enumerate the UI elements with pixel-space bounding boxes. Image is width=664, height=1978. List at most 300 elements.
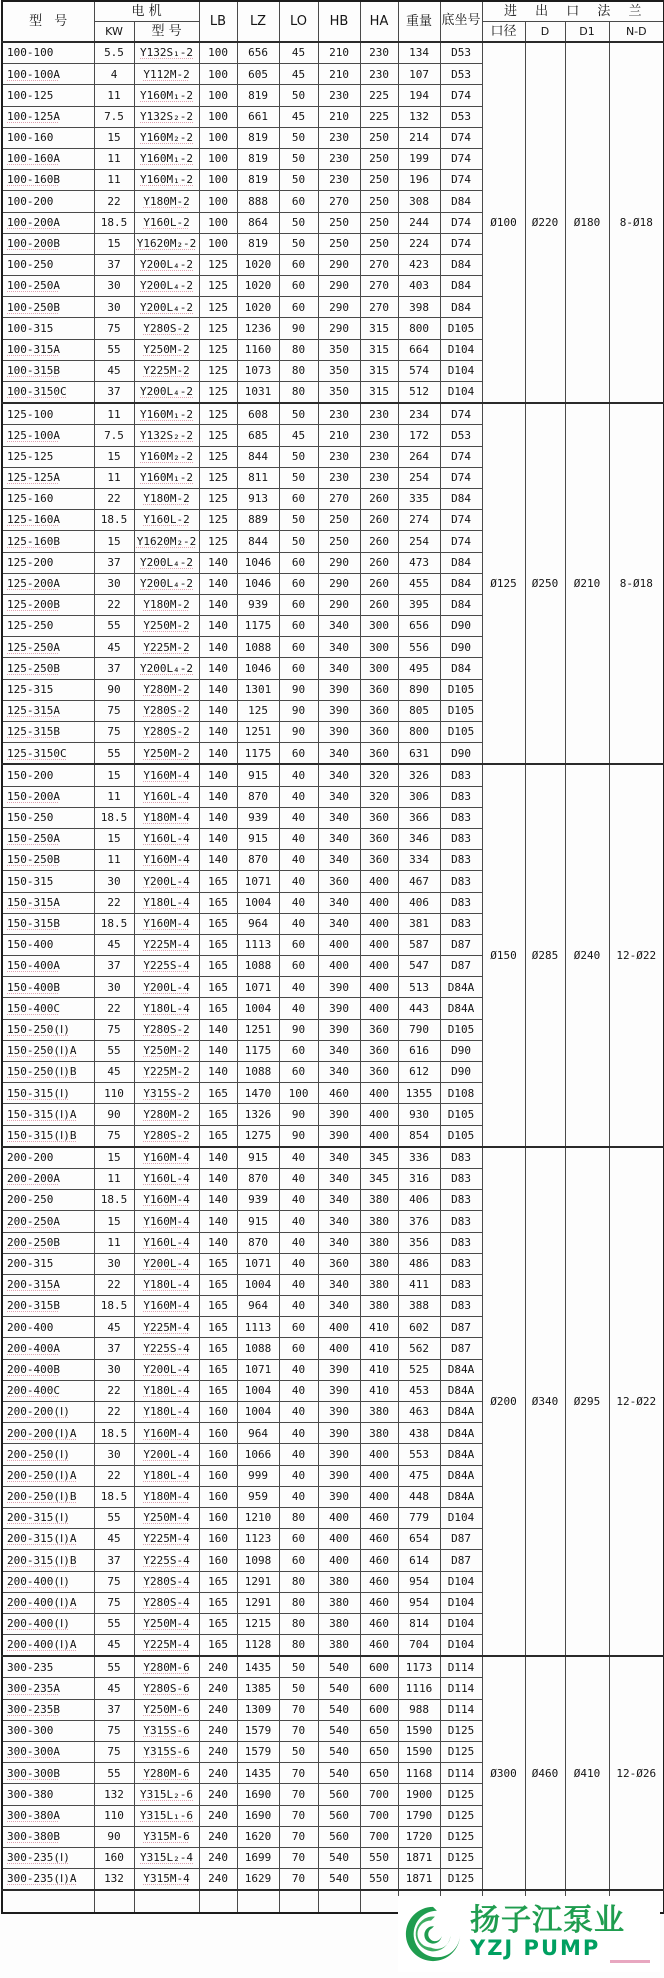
cell-lz: 844 — [237, 446, 279, 467]
cell-weight: 656 — [398, 616, 440, 637]
cell-kw: 132 — [94, 1869, 134, 1891]
cell-weight: 988 — [398, 1699, 440, 1720]
cell-weight: 395 — [398, 594, 440, 615]
cell-ha: 260 — [360, 573, 398, 594]
cell-lb: 165 — [199, 1613, 237, 1634]
cell-kw: 55 — [94, 1763, 134, 1784]
cell-hb: 540 — [318, 1869, 360, 1891]
cell-lb: 140 — [199, 573, 237, 594]
cell-hb: 340 — [318, 850, 360, 871]
cell-model: 100-250 — [2, 254, 94, 275]
cell-model: 150-400A — [2, 956, 94, 977]
cell-model: 100-160A — [2, 148, 94, 169]
cell-ha: 300 — [360, 637, 398, 658]
cell-motor-model: Y315S-6 — [134, 1720, 199, 1741]
cell-lb: 165 — [199, 892, 237, 913]
cell-motor-model: Y250M-6 — [134, 1699, 199, 1720]
cell-lo: 80 — [279, 1507, 318, 1528]
cell-model: 200-400B — [2, 1359, 94, 1380]
cell-hb: 290 — [318, 276, 360, 297]
cell-weight: 334 — [398, 850, 440, 871]
cell-lo: 70 — [279, 1805, 318, 1826]
cell-motor-model: Y160M₁-2 — [134, 403, 199, 425]
cell-kw: 22 — [94, 892, 134, 913]
cell-kw: 37 — [94, 1338, 134, 1359]
cell-model: 100-125A — [2, 106, 94, 127]
cell-lo: 40 — [279, 1402, 318, 1423]
cell-lo: 60 — [279, 1529, 318, 1550]
cell-model: 100-200 — [2, 191, 94, 212]
cell-base-no: D105 — [440, 318, 482, 339]
cell-motor-model: Y250M-4 — [134, 1507, 199, 1528]
cell-motor-model: Y180L-4 — [134, 1465, 199, 1486]
cell-lo: 60 — [279, 1040, 318, 1061]
cell-lb: 240 — [199, 1656, 237, 1678]
cell-ha: 400 — [360, 998, 398, 1019]
cell-lo: 40 — [279, 764, 318, 786]
flange-nd: 12-Ø22 — [609, 1147, 664, 1657]
cell-hb: 560 — [318, 1784, 360, 1805]
cell-base-no: D74 — [440, 127, 482, 148]
cell-weight: 388 — [398, 1296, 440, 1317]
cell-kw: 15 — [94, 127, 134, 148]
cell-kw: 110 — [94, 1805, 134, 1826]
cell-model: 125-200B — [2, 594, 94, 615]
empty-cell — [94, 1890, 134, 1912]
cell-kw: 75 — [94, 1125, 134, 1147]
cell-hb: 340 — [318, 828, 360, 849]
cell-model: 150-400B — [2, 977, 94, 998]
cell-hb: 400 — [318, 934, 360, 955]
cell-lz: 1385 — [237, 1678, 279, 1699]
table-header — [2, 1, 664, 42]
cell-base-no: D53 — [440, 425, 482, 446]
cell-hb: 400 — [318, 1550, 360, 1571]
cell-base-no: D84 — [440, 254, 482, 275]
yzj-pump-logo — [398, 1896, 660, 1972]
cell-motor-model: Y225M-2 — [134, 360, 199, 381]
cell-weight: 612 — [398, 1062, 440, 1083]
cell-lb: 140 — [199, 786, 237, 807]
cell-hb: 290 — [318, 552, 360, 573]
cell-lb: 100 — [199, 64, 237, 85]
empty-cell — [318, 1890, 360, 1912]
cell-kw: 18.5 — [94, 1423, 134, 1444]
cell-ha: 380 — [360, 1274, 398, 1295]
cell-weight: 438 — [398, 1423, 440, 1444]
cell-kw: 55 — [94, 616, 134, 637]
cell-lo: 50 — [279, 510, 318, 531]
cell-lz: 1073 — [237, 360, 279, 381]
cell-ha: 410 — [360, 1338, 398, 1359]
header-motor: 电 机 — [94, 1, 199, 22]
cell-base-no: D83 — [440, 1190, 482, 1211]
cell-lo: 50 — [279, 446, 318, 467]
cell-motor-model: Y160L-2 — [134, 510, 199, 531]
cell-base-no: D74 — [440, 148, 482, 169]
cell-kw: 7.5 — [94, 425, 134, 446]
cell-lo: 40 — [279, 892, 318, 913]
cell-kw: 30 — [94, 1359, 134, 1380]
flange-d: Ø285 — [525, 764, 565, 1146]
cell-lo: 80 — [279, 382, 318, 404]
cell-lz: 1236 — [237, 318, 279, 339]
cell-model: 125-100A — [2, 425, 94, 446]
cell-lo: 80 — [279, 1592, 318, 1613]
cell-lz: 964 — [237, 1296, 279, 1317]
cell-motor-model: Y280S-4 — [134, 1571, 199, 1592]
cell-lo: 80 — [279, 360, 318, 381]
cell-ha: 380 — [360, 1296, 398, 1317]
cell-model: 100-3150C — [2, 382, 94, 404]
cell-weight: 475 — [398, 1465, 440, 1486]
cell-lo: 40 — [279, 1380, 318, 1401]
cell-motor-model: Y225M-4 — [134, 1317, 199, 1338]
cell-hb: 230 — [318, 85, 360, 106]
cell-kw: 55 — [94, 1507, 134, 1528]
cell-weight: 308 — [398, 191, 440, 212]
cell-weight: 602 — [398, 1317, 440, 1338]
cell-weight: 264 — [398, 446, 440, 467]
cell-lo: 40 — [279, 913, 318, 934]
cell-motor-model: Y225M-4 — [134, 934, 199, 955]
cell-ha: 360 — [360, 1062, 398, 1083]
header-hb: HB — [318, 1, 360, 42]
cell-hb: 340 — [318, 1168, 360, 1189]
cell-base-no: D74 — [440, 510, 482, 531]
cell-base-no: D114 — [440, 1656, 482, 1678]
cell-kw: 90 — [94, 1104, 134, 1125]
cell-model: 100-125 — [2, 85, 94, 106]
cell-lo: 60 — [279, 276, 318, 297]
cell-lb: 165 — [199, 1104, 237, 1125]
cell-lo: 90 — [279, 679, 318, 700]
cell-base-no: D84 — [440, 297, 482, 318]
logo-underline — [610, 1960, 650, 1963]
cell-lz: 1113 — [237, 1317, 279, 1338]
cell-lz: 1470 — [237, 1083, 279, 1104]
cell-base-no: D87 — [440, 1529, 482, 1550]
cell-model: 200-400C — [2, 1380, 94, 1401]
cell-base-no: D74 — [440, 85, 482, 106]
cell-lo: 90 — [279, 1125, 318, 1147]
cell-ha: 250 — [360, 170, 398, 191]
cell-model: 125-250 — [2, 616, 94, 637]
cell-lo: 40 — [279, 1211, 318, 1232]
cell-ha: 225 — [360, 106, 398, 127]
cell-hb: 400 — [318, 1507, 360, 1528]
cell-lz: 999 — [237, 1465, 279, 1486]
cell-lz: 1046 — [237, 573, 279, 594]
cell-lo: 50 — [279, 403, 318, 425]
cell-base-no: D104 — [440, 360, 482, 381]
flange-d: Ø220 — [525, 42, 565, 403]
cell-lb: 140 — [199, 1019, 237, 1040]
cell-lz: 1699 — [237, 1847, 279, 1868]
cell-lb: 125 — [199, 425, 237, 446]
flange-d1: Ø240 — [565, 764, 609, 1146]
cell-lz: 1088 — [237, 637, 279, 658]
cell-weight: 1900 — [398, 1784, 440, 1805]
flange-d: Ø340 — [525, 1147, 565, 1657]
cell-base-no: D84A — [440, 1380, 482, 1401]
cell-model: 300-235B — [2, 1699, 94, 1720]
cell-weight: 556 — [398, 637, 440, 658]
cell-base-no: D87 — [440, 934, 482, 955]
cell-weight: 234 — [398, 403, 440, 425]
cell-lb: 125 — [199, 510, 237, 531]
cell-weight: 172 — [398, 425, 440, 446]
cell-weight: 376 — [398, 1211, 440, 1232]
cell-base-no: D125 — [440, 1720, 482, 1741]
cell-ha: 225 — [360, 85, 398, 106]
cell-lb: 140 — [199, 1062, 237, 1083]
cell-model: 150-315 — [2, 871, 94, 892]
cell-hb: 340 — [318, 1296, 360, 1317]
cell-hb: 340 — [318, 892, 360, 913]
cell-hb: 340 — [318, 1211, 360, 1232]
cell-lo: 70 — [279, 1699, 318, 1720]
cell-base-no: D114 — [440, 1763, 482, 1784]
cell-lb: 160 — [199, 1507, 237, 1528]
cell-lb: 125 — [199, 297, 237, 318]
cell-hb: 290 — [318, 318, 360, 339]
logo-english-name: YZJ PUMP — [470, 1935, 601, 1960]
cell-model: 200-315 — [2, 1253, 94, 1274]
cell-lz: 1579 — [237, 1720, 279, 1741]
cell-motor-model: Y280M-2 — [134, 1104, 199, 1125]
cell-ha: 460 — [360, 1550, 398, 1571]
cell-model: 100-315A — [2, 339, 94, 360]
flange-bore: Ø150 — [482, 764, 525, 1146]
cell-hb: 230 — [318, 467, 360, 488]
cell-lo: 80 — [279, 1613, 318, 1634]
cell-lb: 165 — [199, 977, 237, 998]
cell-lz: 888 — [237, 191, 279, 212]
cell-motor-model: Y315S-2 — [134, 1083, 199, 1104]
cell-lb: 160 — [199, 1444, 237, 1465]
cell-base-no: D84 — [440, 594, 482, 615]
cell-hb: 390 — [318, 1402, 360, 1423]
cell-kw: 75 — [94, 1019, 134, 1040]
cell-kw: 45 — [94, 1529, 134, 1550]
cell-model: 125-315 — [2, 679, 94, 700]
cell-lo: 40 — [279, 1147, 318, 1169]
cell-motor-model: Y180M-4 — [134, 807, 199, 828]
cell-hb: 340 — [318, 1190, 360, 1211]
cell-model: 300-235A — [2, 1678, 94, 1699]
cell-hb: 340 — [318, 616, 360, 637]
cell-lz: 1071 — [237, 1253, 279, 1274]
header-base-no: 底坐号 — [440, 1, 482, 42]
cell-lo: 45 — [279, 425, 318, 446]
cell-ha: 315 — [360, 339, 398, 360]
cell-weight: 381 — [398, 913, 440, 934]
cell-lo: 60 — [279, 552, 318, 573]
flange-bore: Ø125 — [482, 403, 525, 764]
cell-base-no: D84A — [440, 977, 482, 998]
cell-lb: 125 — [199, 382, 237, 404]
cell-lb: 100 — [199, 212, 237, 233]
cell-motor-model: Y160L-2 — [134, 212, 199, 233]
cell-ha: 250 — [360, 148, 398, 169]
cell-lz: 1629 — [237, 1869, 279, 1891]
cell-ha: 360 — [360, 743, 398, 765]
cell-ha: 360 — [360, 850, 398, 871]
cell-lz: 870 — [237, 786, 279, 807]
cell-motor-model: Y280S-6 — [134, 1678, 199, 1699]
cell-ha: 230 — [360, 403, 398, 425]
cell-lb: 160 — [199, 1423, 237, 1444]
cell-hb: 230 — [318, 403, 360, 425]
cell-model: 125-3150C — [2, 743, 94, 765]
cell-lb: 165 — [199, 1253, 237, 1274]
cell-kw: 37 — [94, 552, 134, 573]
cell-hb: 360 — [318, 1253, 360, 1274]
cell-weight: 134 — [398, 42, 440, 64]
cell-base-no: D74 — [440, 170, 482, 191]
cell-ha: 460 — [360, 1592, 398, 1613]
cell-model: 125-250A — [2, 637, 94, 658]
cell-lo: 70 — [279, 1847, 318, 1868]
cell-lo: 40 — [279, 828, 318, 849]
flange-bore: Ø300 — [482, 1656, 525, 1890]
cell-motor-model: Y132S₂-2 — [134, 425, 199, 446]
header-weight: 重量 — [398, 1, 440, 42]
cell-lo: 40 — [279, 1444, 318, 1465]
cell-hb: 230 — [318, 170, 360, 191]
cell-model: 100-100 — [2, 42, 94, 64]
cell-kw: 15 — [94, 531, 134, 552]
cell-weight: 805 — [398, 700, 440, 721]
cell-base-no: D84A — [440, 1402, 482, 1423]
cell-weight: 890 — [398, 679, 440, 700]
cell-motor-model: Y180L-4 — [134, 1402, 199, 1423]
cell-motor-model: Y160L-4 — [134, 1232, 199, 1253]
cell-base-no: D87 — [440, 956, 482, 977]
cell-model: 100-315 — [2, 318, 94, 339]
cell-ha: 260 — [360, 531, 398, 552]
cell-hb: 290 — [318, 573, 360, 594]
cell-motor-model: Y200L-4 — [134, 1444, 199, 1465]
cell-motor-model: Y132S₂-2 — [134, 106, 199, 127]
cell-lb: 165 — [199, 1338, 237, 1359]
cell-model: 200-200(Ⅰ)A — [2, 1423, 94, 1444]
flange-d: Ø250 — [525, 403, 565, 764]
cell-ha: 250 — [360, 127, 398, 148]
cell-base-no: D105 — [440, 1019, 482, 1040]
cell-lo: 40 — [279, 850, 318, 871]
cell-motor-model: Y200L-4 — [134, 977, 199, 998]
cell-lz: 959 — [237, 1486, 279, 1507]
cell-kw: 11 — [94, 850, 134, 871]
cell-ha: 270 — [360, 276, 398, 297]
cell-motor-model: Y315S-6 — [134, 1742, 199, 1763]
cell-lz: 1251 — [237, 1019, 279, 1040]
cell-lb: 165 — [199, 956, 237, 977]
cell-weight: 553 — [398, 1444, 440, 1465]
cell-weight: 244 — [398, 212, 440, 233]
cell-hb: 400 — [318, 956, 360, 977]
cell-weight: 199 — [398, 148, 440, 169]
cell-hb: 290 — [318, 297, 360, 318]
cell-base-no: D74 — [440, 212, 482, 233]
cell-motor-model: Y160M-4 — [134, 1211, 199, 1232]
cell-ha: 550 — [360, 1847, 398, 1868]
cell-weight: 463 — [398, 1402, 440, 1423]
cell-lz: 939 — [237, 807, 279, 828]
cell-motor-model: Y200L₄-2 — [134, 254, 199, 275]
cell-motor-model: Y200L₄-2 — [134, 297, 199, 318]
cell-lz: 1071 — [237, 1359, 279, 1380]
cell-kw: 45 — [94, 637, 134, 658]
cell-base-no: D87 — [440, 1338, 482, 1359]
cell-model: 125-200A — [2, 573, 94, 594]
cell-motor-model: Y200L₄-2 — [134, 276, 199, 297]
cell-base-no: D105 — [440, 1104, 482, 1125]
cell-lb: 165 — [199, 1083, 237, 1104]
cell-base-no: D84 — [440, 276, 482, 297]
cell-model: 300-380B — [2, 1826, 94, 1847]
cell-base-no: D87 — [440, 1317, 482, 1338]
cell-ha: 400 — [360, 956, 398, 977]
header-lz: LZ — [237, 1, 279, 42]
cell-hb: 380 — [318, 1635, 360, 1657]
cell-lo: 90 — [279, 1104, 318, 1125]
cell-lz: 1579 — [237, 1742, 279, 1763]
cell-model: 300-235(Ⅰ)A — [2, 1869, 94, 1891]
cell-weight: 654 — [398, 1529, 440, 1550]
cell-hb: 350 — [318, 382, 360, 404]
cell-lo: 60 — [279, 637, 318, 658]
cell-lb: 240 — [199, 1720, 237, 1741]
cell-weight: 406 — [398, 892, 440, 913]
cell-base-no: D104 — [440, 1635, 482, 1657]
cell-weight: 547 — [398, 956, 440, 977]
cell-lz: 1004 — [237, 998, 279, 1019]
cell-lz: 915 — [237, 1147, 279, 1169]
cell-lo: 60 — [279, 743, 318, 765]
cell-kw: 22 — [94, 1465, 134, 1486]
logo-text — [470, 1902, 650, 1963]
cell-hb: 230 — [318, 148, 360, 169]
cell-ha: 410 — [360, 1317, 398, 1338]
cell-model: 200-250(Ⅰ) — [2, 1444, 94, 1465]
cell-model: 100-250A — [2, 276, 94, 297]
cell-weight: 631 — [398, 743, 440, 765]
cell-model: 125-200 — [2, 552, 94, 573]
cell-lz: 1175 — [237, 743, 279, 765]
cell-motor-model: Y180M-2 — [134, 191, 199, 212]
cell-lb: 165 — [199, 1359, 237, 1380]
cell-lb: 160 — [199, 1465, 237, 1486]
cell-weight: 616 — [398, 1040, 440, 1061]
cell-lo: 60 — [279, 658, 318, 679]
cell-kw: 18.5 — [94, 1486, 134, 1507]
cell-model: 300-235 — [2, 1656, 94, 1678]
cell-base-no: D105 — [440, 722, 482, 743]
cell-lz: 819 — [237, 233, 279, 254]
cell-lb: 240 — [199, 1847, 237, 1868]
cell-ha: 400 — [360, 871, 398, 892]
cell-lz: 1004 — [237, 1402, 279, 1423]
cell-motor-model: Y160M₁-2 — [134, 467, 199, 488]
cell-weight: 194 — [398, 85, 440, 106]
cell-ha: 345 — [360, 1147, 398, 1169]
cell-base-no: D83 — [440, 1296, 482, 1317]
cell-weight: 398 — [398, 297, 440, 318]
cell-hb: 540 — [318, 1720, 360, 1741]
